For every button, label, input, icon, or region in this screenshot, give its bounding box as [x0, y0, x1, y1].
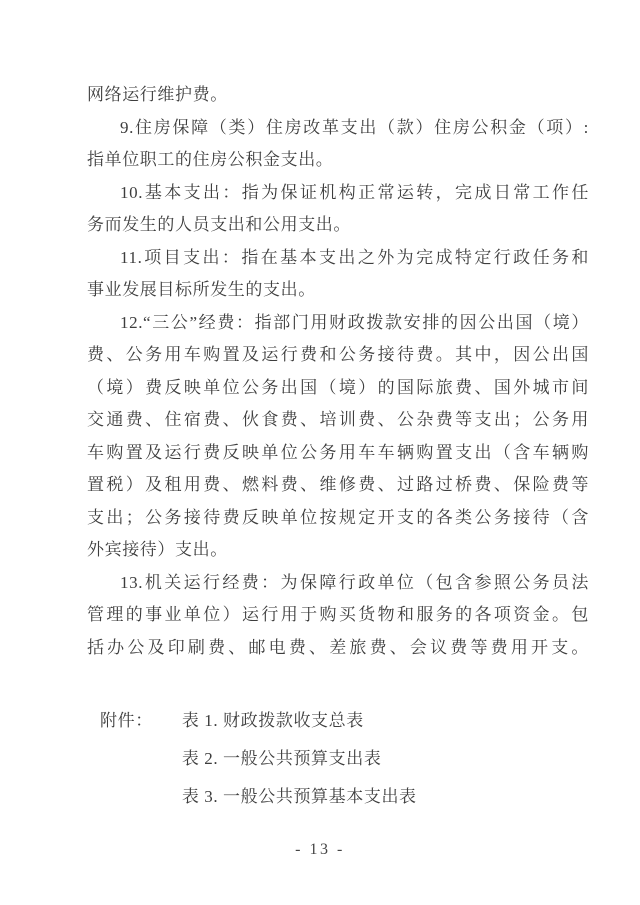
paragraph-line: 10.基本支出：指为保证机构正常运转，完成日常工作任 [120, 182, 589, 202]
paragraph-line: 网络运行维护费。 [87, 85, 228, 104]
paragraph-line: 事业发展目标所发生的支出。 [87, 280, 316, 299]
body-text-block [87, 79, 589, 664]
paragraph-line: 车购置及运行费反映单位公务用车车辆购置支出（含车辆购 [87, 442, 589, 462]
page-number: - 13 - [295, 841, 345, 858]
paragraph-line: 外宾接待）支出。 [87, 540, 228, 559]
paragraph-line: 务而发生的人员支出和公用支出。 [87, 215, 351, 234]
attachment-item: 表 2. 一般公共预算支出表 [181, 749, 382, 768]
attachments-block [100, 702, 417, 816]
attachments-list [182, 702, 417, 816]
paragraph-line: （境）费反映单位公务出国（境）的国际旅费、国外城市间 [87, 377, 589, 397]
paragraph-line: 括办公及印刷费、邮电费、差旅费、会议费等费用开支。 [87, 637, 589, 657]
attachment-item: 表 1. 财政拨款收支总表 [181, 711, 364, 730]
paragraph-line: 费、公务用车购置及运行费和公务接待费。其中，因公出国 [87, 345, 589, 364]
attachment-item: 表 3. 一般公共预算基本支出表 [181, 787, 417, 806]
paragraph-line: 11.项目支出：指在基本支出之外为完成特定行政任务和 [120, 247, 589, 267]
paragraph-line: 交通费、住宿费、伙食费、培训费、公杂费等支出；公务用 [87, 410, 589, 429]
paragraph-line: 指单位职工的住房公积金支出。 [87, 150, 334, 169]
paragraph-line: 12.“三公”经费：指部门用财政拨款安排的因公出国（境） [120, 312, 589, 332]
paragraph-line: 支出；公务接待费反映单位按规定开支的各类公务接待（含 [87, 507, 589, 527]
paragraph-line: 13.机关运行经费：为保障行政单位（包含参照公务员法 [120, 572, 589, 592]
paragraph-line: 管理的事业单位）运行用于购买货物和服务的各项资金。包 [87, 605, 589, 624]
paragraph-line: 9.住房保障（类）住房改革支出（款）住房公积金（项）: [120, 117, 589, 137]
attachments-label: 附件： [100, 711, 153, 730]
paragraph-line: 置税）及租用费、燃料费、维修费、过路过桥费、保险费等 [87, 475, 589, 494]
